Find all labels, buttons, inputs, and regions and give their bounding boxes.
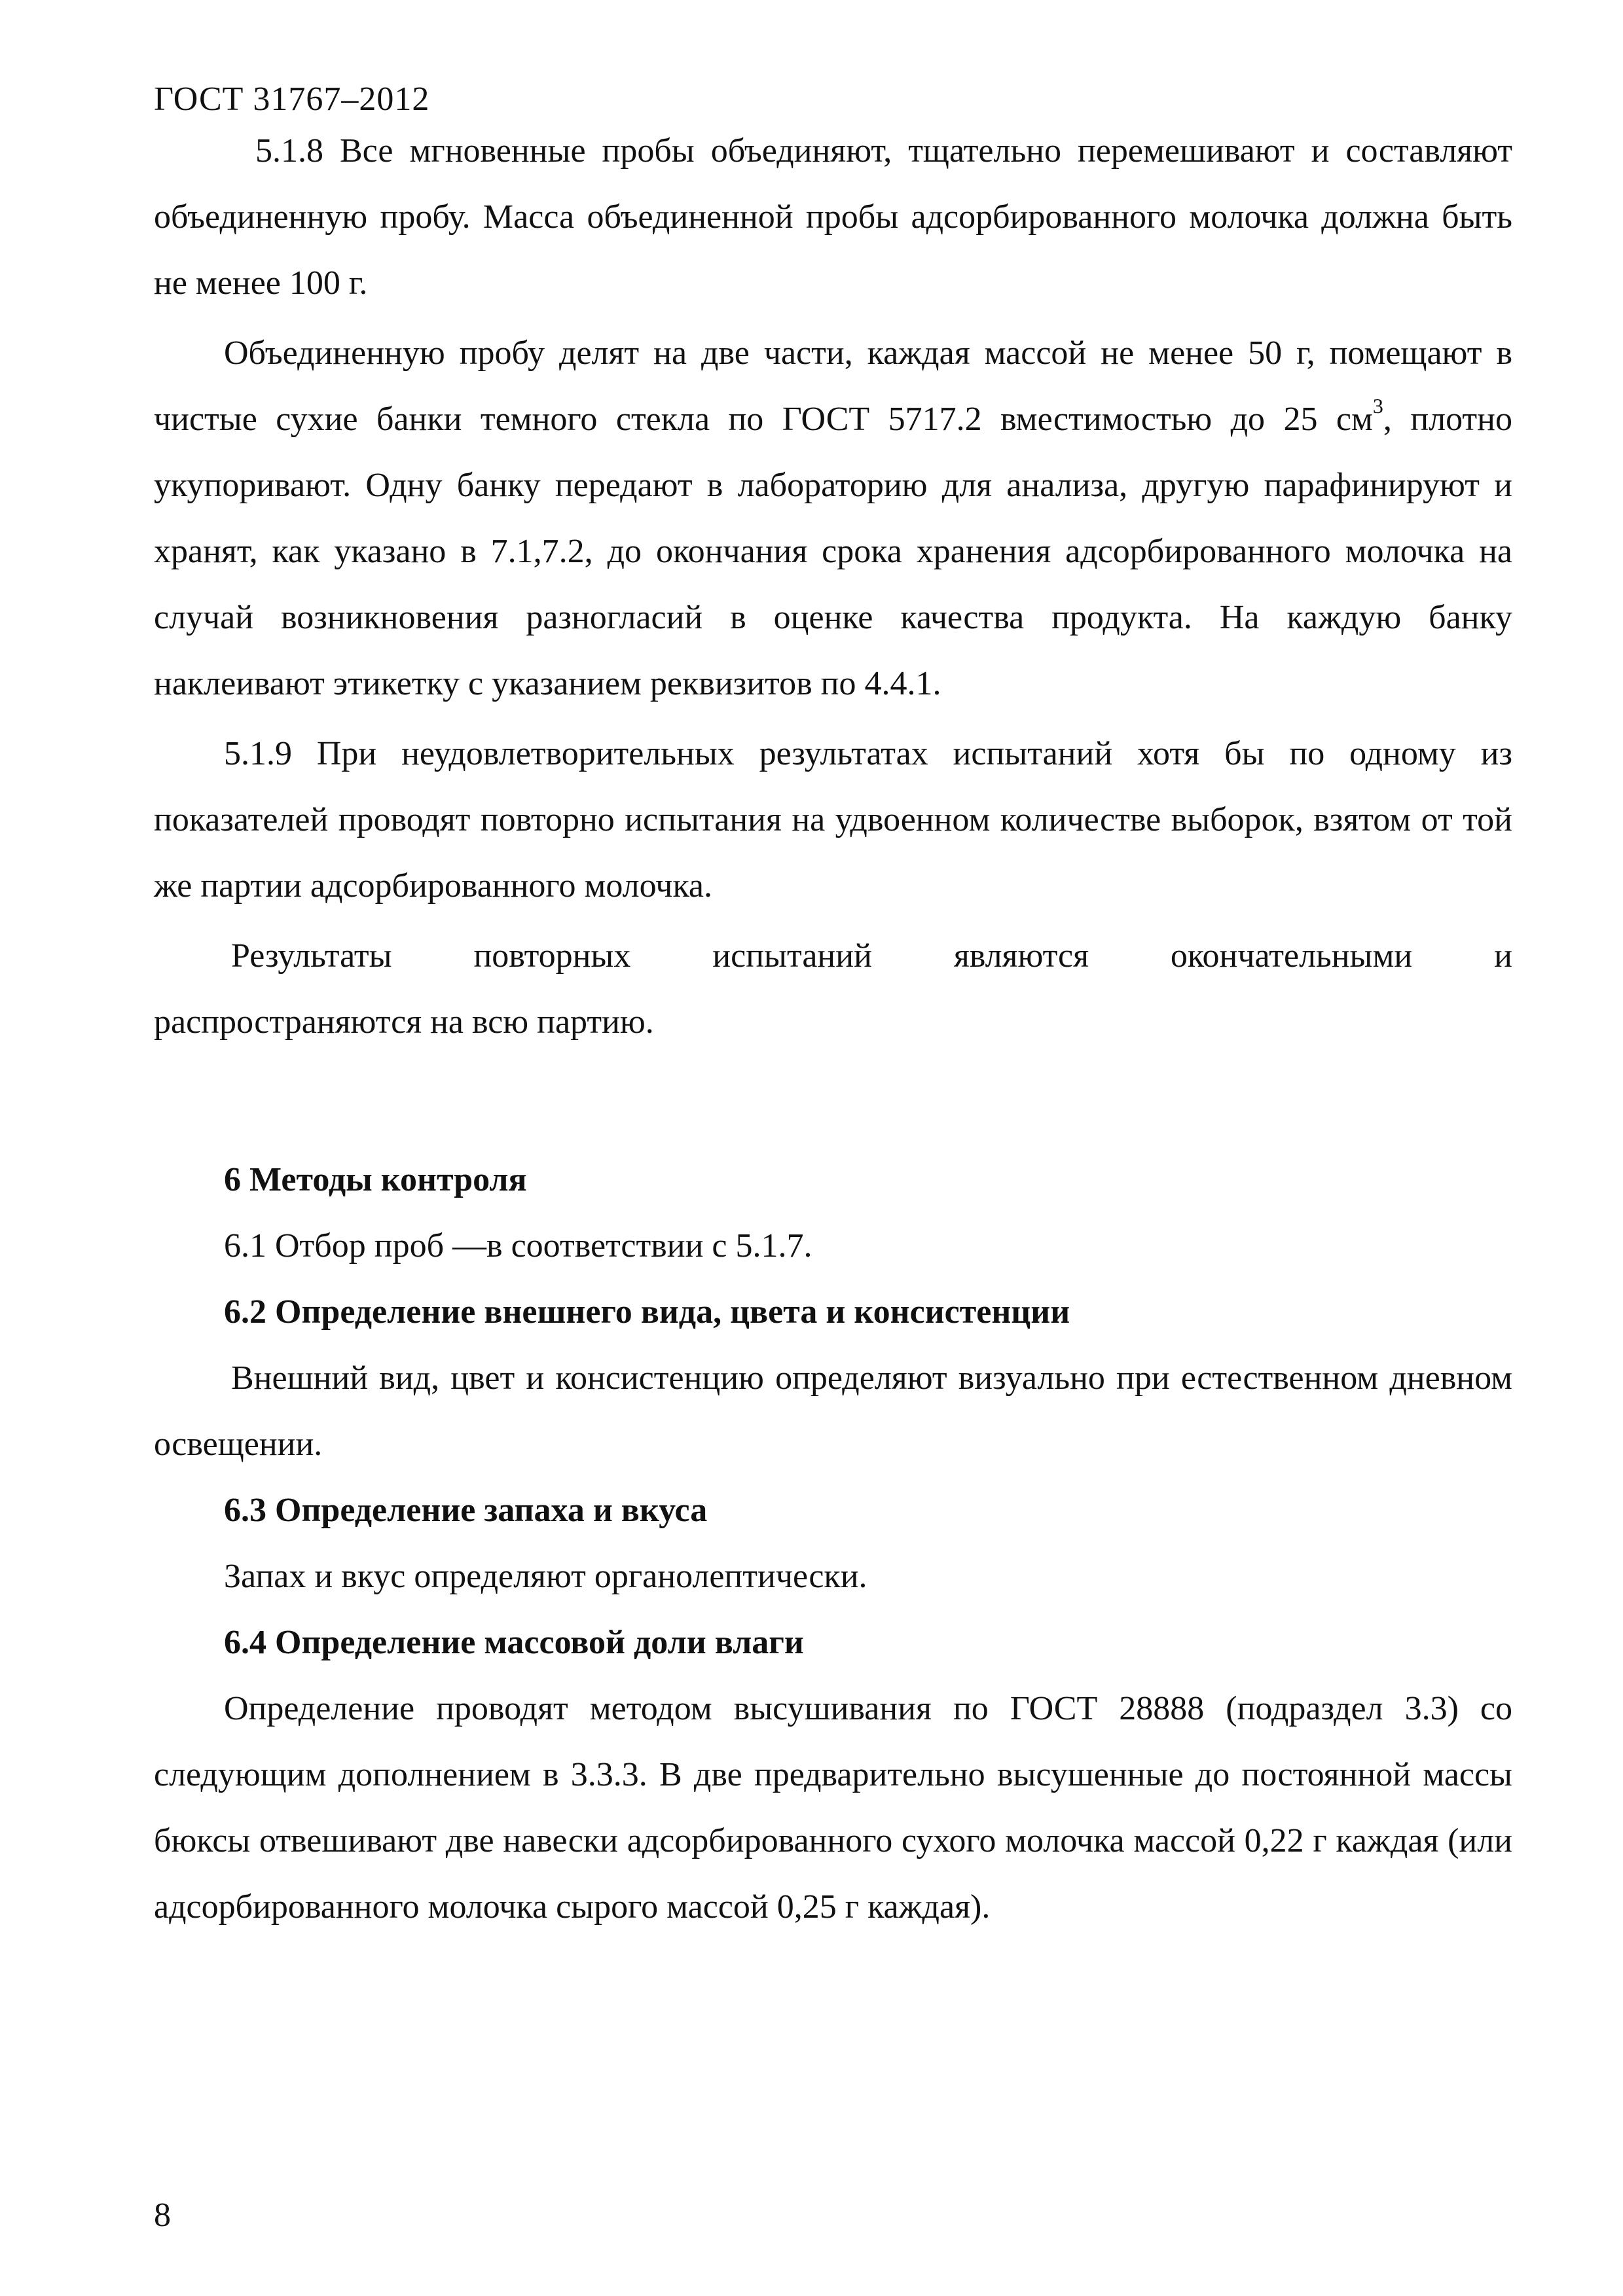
paragraph-sample-split-text-b: , плотно укупоривают. Одну банку передают в лабораторию для анализа, другую парафинируют и хранят, как указано в 7.1,7.2, до окончания срока хранения адсорбированного молочка на случай возникновения разногласий в оценке качества продукта. На каждую банку наклеивают этикетку с указанием реквизитов по 4.4.1.: [154, 401, 1512, 702]
page-number: 8: [154, 2197, 171, 2234]
paragraph-5-1-9: 5.1.9 При неудовлетворительных результатах испытаний хотя бы по одному из показателей проводят повторно испытания на удвоенном количестве выборок, взятом от той же партии адсорбированного молочка.: [154, 735, 1512, 905]
paragraph-6-3: Запах и вкус определяют органолептически.: [224, 1558, 867, 1595]
paragraph-5-1-8: 5.1.8 Все мгновенные пробы объединяют, тщательно перемешивают и составляют объединенную пробу. Масса объединенной пробы адсорбированного молочка должна быть не менее 100 г.: [154, 132, 1512, 302]
section-heading-6-4: 6.4 Определение массовой доли влаги: [224, 1624, 804, 1661]
paragraph-results-line1: Результаты повторных испытаний являются окончательными и: [231, 937, 1512, 975]
paragraph-sample-split: [154, 320, 1512, 717]
superscript-cubic: 3: [1372, 393, 1383, 418]
paragraph-sample-split-text-a: Объединенную пробу делят на две части, каждая массой не менее 50 г, помещают в чистые сухие банки темного стекла по ГОСТ 5717.2 вместимостью до 25 см: [154, 334, 1512, 438]
standard-header: ГОСТ 31767–2012: [154, 81, 430, 118]
section-heading-6-3: 6.3 Определение запаха и вкуса: [224, 1492, 708, 1529]
paragraph-results-line2: распространяются на всю партию.: [154, 1003, 654, 1041]
paragraph-6-4: Определение проводят методом высушивания по ГОСТ 28888 (подраздел 3.3) со следующим дополнением в 3.3.3. В две предварительно высушенные до постоянной массы бюксы отвешивают две навески адсорбированного сухого молочка массой 0,22 г каждая (или адсорбированного молочка сырого массой 0,25 г каждая).: [154, 1690, 1512, 1926]
section-heading-6: 6 Методы контроля: [224, 1161, 527, 1198]
section-heading-6-2: 6.2 Определение внешнего вида, цвета и консистенции: [224, 1293, 1070, 1331]
paragraph-6-2: Внешний вид, цвет и консистенцию определяют визуально при естественном дневном освещении.: [154, 1359, 1512, 1463]
document-body: [154, 118, 1512, 1940]
paragraph-6-1: 6.1 Отбор проб —в соответствии с 5.1.7.: [224, 1227, 812, 1265]
